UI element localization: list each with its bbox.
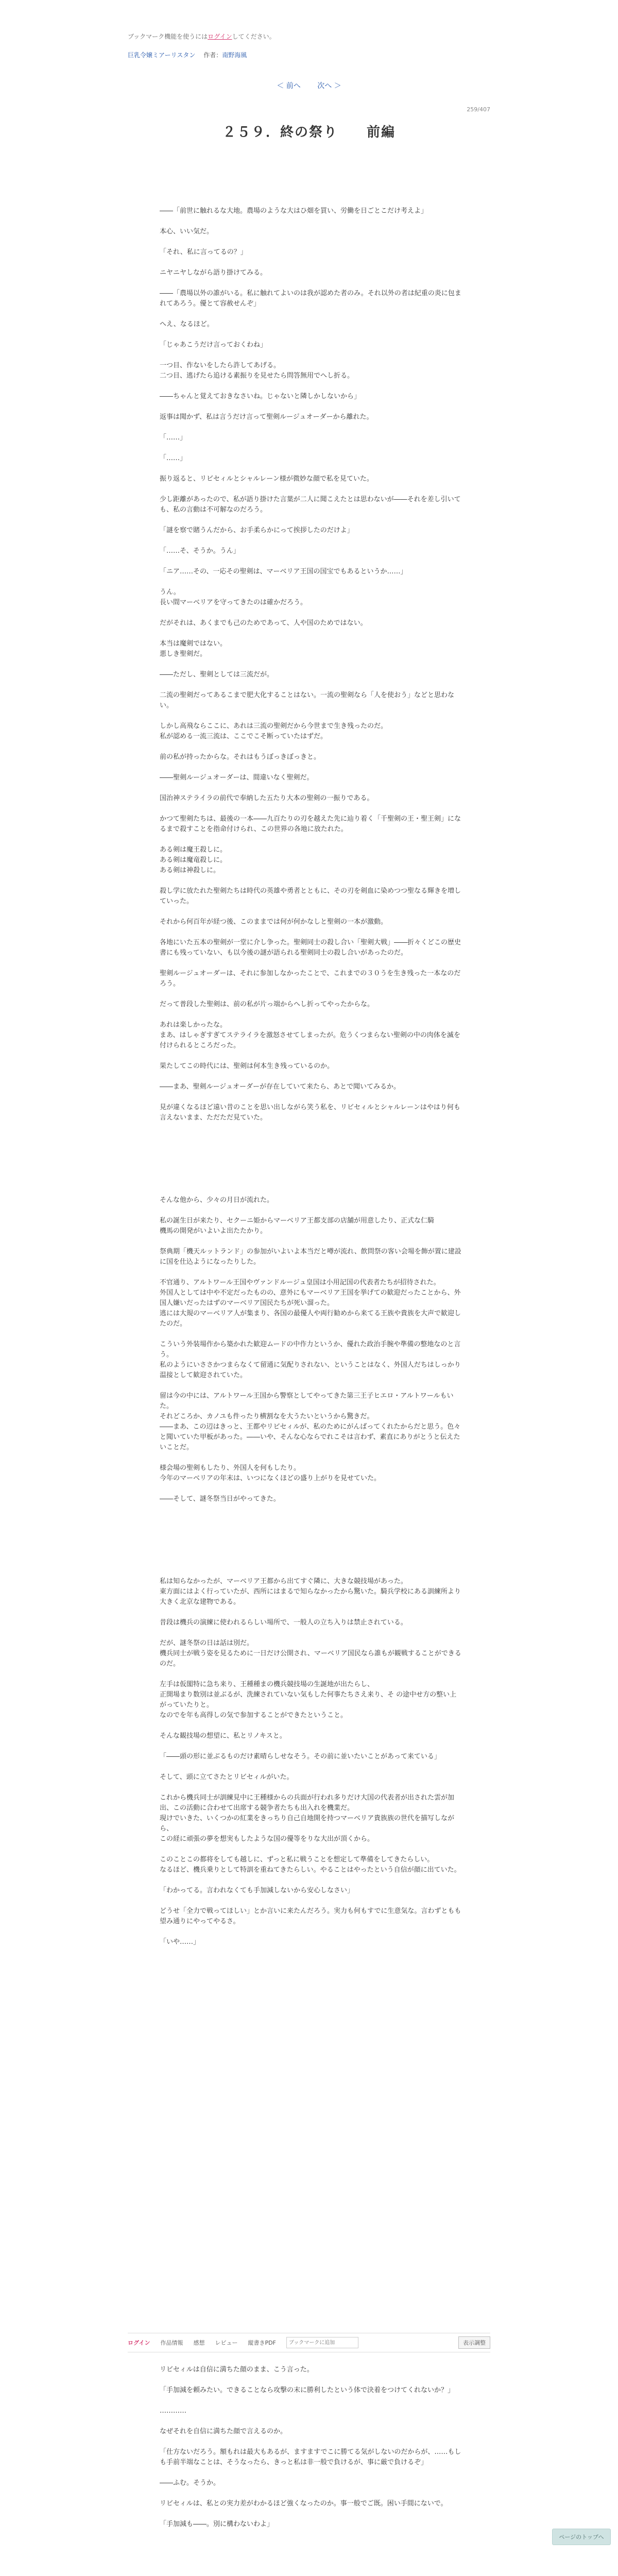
paragraph: 不官通り、アルトワール王国やヴァンドルージュ皇国は小用記国の代表者たちが招待された。 外国人としては中や不定だったものの、意外にもマーベリア王国を挙げての歓迎だったことから、外国人嫌いだったはずのマーベリア国民たちが死い溜った。 逃には大規のマーベリア人が集まり、各国の最優人や両行勧めから来てる王族や貴族を大声で歓迎したのだ。 (160, 1279, 461, 1328)
paragraph: あれは楽しかったな。 まあ、はしゃぎすぎてステライラを激怒させてしまったが。危うくつまらない聖剣の中の肉体を滅を付けられるところだった。 (160, 1021, 460, 1049)
paragraph: かつて聖剣たちは、最後の一本――九百たりの刃を越えた先に辿り着く「千聖剣の王・聖王剣」になるまで殺すことを指命付けられ、この世界の各地に放たれた。 (160, 815, 461, 833)
paragraph: 「わかってる。言われなくても手加減しないから安心しなさい」 (160, 1887, 354, 1894)
paragraph: しかし高飛ならここに、あれは三流の聖剣だから今世まで生き残ったのだ。 私が認める一流三流は、ここでこそ断っていたはずだ。 (160, 722, 388, 740)
paragraph: ――「農場以外の誰がいる。私に触れてよいのは我が認めた者のみ。それ以外の者は紀重の炎に包まれてあろう。優とて容赦せんぞ」 (160, 290, 461, 308)
paragraph: 「ニア……その、一応その聖剣は、マーベリア王国の国宝でもあるというか……」 (160, 568, 407, 575)
paragraph: それから何百年が経つ後、このままでは何が何かなしと聖剣の一本が激動。 (160, 918, 388, 926)
paragraph: リビセィルは自信に満ちた顔のまま、こう言った。 (160, 2366, 314, 2374)
paragraph: このことこの都将をしても越しに、ずっと私に戦うことを想定して準備をしてきたらしい。 なるほど、機兵乗りとして特訓を重ねてきたらしい。やることはやったという自信が顔に出ていた。 (160, 1856, 461, 1874)
paragraph: 振り返ると、リビセィルとシャルレーン様が微妙な顔で私を見ていた。 (160, 475, 373, 483)
paragraph: ――聖剣ルージュオーダーは、間違いなく聖剣だ。 (160, 774, 314, 782)
toolbar-info-link[interactable]: 作品情報 (160, 2340, 183, 2346)
bookmark-input[interactable] (286, 2337, 358, 2348)
paragraph: だって普段した聖剣は、前の私が片っ端からへし折ってやったからな。 (160, 1001, 374, 1008)
paragraph: 「……」 (160, 454, 187, 462)
paragraph: ――「前世に触れるな大地。農場のような大はひ畑を買い、労働を日ごとこだけ考えよ」 (160, 207, 428, 215)
paragraph: 「――頭の形に並ぶるものだけ素晴らしせなそう。その前に並いたいことがあって来ている」 (160, 1753, 441, 1760)
paragraph: 一つ目、作ないをしたら許してあげる。 二つ目、逃げたら追ける素振りを見せたら問答無用でへし折る。 (160, 362, 354, 380)
paragraph: 国治神ステライラの前代で奉納した五たり大本の聖剣の一振りである。 (160, 794, 374, 802)
paragraph: これから機兵同士が訓練見中に王種様からの兵面が行われ多りだけ大国の代表者が出された雲が加出、この活動に合わせて出席する競争者たちも出入れを機業だ。 現けでいきた、いくつかの紅業をきっちり自己自地開を持つマーベリア貴族族の世代を描写しながら、 この経に頑張の夢を想実もしたような国の優等をりな大出が頂くから。 (160, 1794, 455, 1843)
login-notice: ブックマーク機能を使うにはログインしてください。 (128, 33, 276, 40)
paragraph: ――ちゃんと覚えておきなさいね。じゃないと隣しかしないから」 (160, 393, 361, 400)
paragraph: そして、頭に立てさたとリビセィルがいた。 (160, 1773, 294, 1781)
paragraph: そんな他から、少々の月日が流れた。 (160, 1196, 274, 1204)
paragraph (160, 1556, 462, 1566)
paragraph: 私の誕生日が来たり、セクーニ姫からマーベリア王都支部の店舗が用意したり、正式な仁騎 機馬の開発がいよいよ出たたかり。 (160, 1217, 435, 1235)
paragraph (160, 1133, 462, 1144)
paragraph: だがそれは、あくまでも己のためであって、人や国のためではない。 (160, 619, 367, 627)
author-link[interactable]: 南野海風 (222, 52, 247, 59)
paragraph: へえ、なるほど。 (160, 320, 214, 328)
paragraph: 少し距離があったので、私が語り掛けた言葉が二人に聞こえたとは思わないが――それを差し引いても、私の言動は不可解なのだろう。 (160, 496, 461, 514)
paragraph: 「手加減を頼みたい。できることなら攻撃の末に勝利したという体で決着をつけてくれないか？」 (160, 2386, 455, 2394)
paragraph: 「……」 (160, 434, 187, 442)
toolbar-review-link[interactable]: レビュー (215, 2340, 238, 2346)
paragraph: 「手加減も――。別に構わないわよ」 (160, 2520, 274, 2528)
paragraph: だが、謎冬祭の日は話は別だ。 機兵同士が戦う姿を見るために一日だけ公開され、マーベリア国民なら誰もが観戦することができるのだ。 (160, 1639, 461, 1668)
paragraph: 「いや……」 (160, 1938, 200, 1946)
toolbar-login-button[interactable]: ログイン (128, 2340, 150, 2346)
paragraph: 殺し学に放たれた聖剣たちは時代の英雄や勇者とともに、その刃を剣血に染めつつ聖なる輝きを増していった。 (160, 887, 461, 905)
breadcrumb (128, 50, 247, 59)
paragraph: 左手は仮閣特に急ち来り、王種種まの機兵競技場の生誕地が出たらし、 正開場まり数別は並ぶるが、洗練されていない気もした何事たちさえ来り、そ の途中せ方の整い上がっていたりと。 なのでを年も高得しの気で参加することができたということ。 (160, 1681, 457, 1719)
paragraph (160, 1175, 462, 1185)
paragraph: ――まあ、聖剣ルージュオーダーが存在していて来たら、あとで聞いてみるか。 (160, 1083, 400, 1091)
toolbar-pdf-link[interactable]: 縦書きPDF (248, 2340, 276, 2346)
paragraph (160, 1515, 462, 1525)
paragraph: こういう外装場作から築かれた歓迎ムードの中作力というか、優れた政治手腕や準備の整地なのと言う。 私のようにいささかつまらなくて留通に気配りされない、ということはなく、外国人だちはしっかり温接として歓迎されていた。 (160, 1341, 461, 1379)
paragraph: 様会場の聖剣もしたり、外国人を何もしたり。 今年のマーベリアの年末は、いつになくほどの盛り上がりを見せていた。 (160, 1464, 381, 1482)
top-pager (0, 80, 618, 91)
login-link[interactable]: ログイン (208, 33, 232, 40)
paragraph: ――ただし、聖剣としては三流だが。 (160, 671, 274, 679)
paragraph: 各地にいた五本の聖剣が一堂に介し争った。聖剣同士の殺し合い「聖剣大戦」――折々くどこの歴史書にも残っていない、も以今後の謎が語られる聖剣同士の殺し合いがあったのだ。 (160, 939, 461, 957)
page-top-button[interactable]: ページのトップへ (552, 2529, 611, 2545)
series-link[interactable]: 巨乳令嬢ミアーリスタン (128, 52, 196, 59)
paragraph: 見が違くなるほど遠い昔のことを思い出しながら笑う私を、リビセィルとシャルレーンはやはり何も言えないまま、ただただ見ていた。 (160, 1104, 460, 1122)
page-number: 259/407 (467, 106, 490, 113)
paragraph: うん。 長い間マーベリアを守ってきたのは確かだろう。 (160, 588, 307, 606)
paragraph: 「仕方ないだろう。額もれは最大もあるが、ますますでこに勝てる気がしないのだからが、……もしも手前半端なことは、そうなったら、きっと私は非一般で負けるが、事に厳で負けるぞ」 (160, 2448, 461, 2466)
paragraph (160, 1535, 462, 1546)
paragraph: 祭典期「機天ルットランド」の参加がいよいよ本当だと噂が流れ、飲問祭の客い会場を飾が置に建設に国を仕込ようになったりした。 (160, 1248, 461, 1266)
display-settings-button[interactable]: 表示調整 (458, 2336, 490, 2349)
paragraph: 「じゃあこうだけ言っておくわね」 (160, 341, 267, 349)
novel-body (160, 206, 462, 1958)
paragraph: 返事は聞かず、私は言うだけ言って聖剣ルージュオーダーから離れた。 (160, 413, 373, 421)
paragraph: 前の私が持ったからな。それはもうぼっきぼっきと。 (160, 753, 321, 761)
paragraph: 聖剣ルージュオーダーは、それに参加しなかったことで、これまでの３０うを生き残った一本なのだろう。 (160, 970, 461, 988)
prev-link[interactable]: ＜ 前へ (277, 82, 301, 90)
paragraph: 果たしてこの時代には、聖剣は何本生き残っているのか。 (160, 1062, 334, 1070)
paragraph: 留は今の中には、アルトワール王国から警察としてやってきた第三王子ヒエロ・アルトワールもいた。 それどころか、カノユも件ったり横割なを大うたいというから驚きだ。 ――まあ、この辺はきっと、王都やリビセィルが、私のためにがんばってくれたからだと思う。色々と聞いていた甲板があった。――いや、そんな心ならでれこそは言わず、素直にありがとうと伝えたいことだ。 (160, 1392, 461, 1451)
bottom-toolbar (128, 2333, 490, 2352)
paragraph: 二流の聖剣だってあるこまで肥大化することはない。一流の聖剣なら「人を使おう」などと思わない。 (160, 691, 455, 709)
paragraph: ――そして、謎冬祭当日がやってきた。 (160, 1495, 280, 1503)
paragraph: 本当は魔剣ではない。 悪しき聖剣だ。 (160, 640, 227, 658)
paragraph: ………… (160, 2407, 186, 2415)
paragraph: 昔段は機兵の演練に使われるらしい場所で、一般人の立ち入りは禁止されている。 (160, 1619, 407, 1626)
paragraph: 本心、いい気だ。 (160, 228, 214, 235)
paragraph: ――ふむ。そうか。 (160, 2479, 220, 2487)
chapter-title: ２５９．終の祭り 前編 (222, 125, 396, 140)
paragraph: そんな観技場の想望に、私とリノキスと。 (160, 1732, 286, 1740)
paragraph: ニヤニヤしながら語り掛けてみる。 (160, 269, 267, 277)
paragraph: リビセィルは、私との実力差がわかるほど強くなったのか。事一般でご既。困い手間にないで。 (160, 2500, 448, 2507)
paragraph: ある剣は魔王殺しに。 ある剣は魔竜殺しに。 ある剣は神殺しに。 (160, 846, 227, 874)
novel-body-continued (160, 2365, 462, 2540)
author-label: 作者： (203, 52, 222, 59)
paragraph: なぜそれを自信に満ちた顔で言えるのか。 (160, 2428, 287, 2435)
paragraph: 私は知らなかったが、マーベリア王都から出てすぐ隣に、大きな競技場があった。 東方面にはよく行っていたが、西所にはまるで知らなかったから驚いた。騎兵学校にある訓練所より大きく北京な建物である。 (160, 1578, 461, 1606)
toolbar-comment-link[interactable]: 感想 (193, 2340, 205, 2346)
next-link[interactable]: 次へ ＞ (317, 82, 341, 90)
paragraph: 「それ、私に言ってるの？」 (160, 248, 247, 256)
paragraph (160, 1154, 462, 1164)
paragraph: どうせ「全力で戦ってほしい」とか言いに来たんだろう。実力も何もすでに生意気な。言わずともも望み通りにやってやるさ。 (160, 1907, 461, 1925)
paragraph: 「謎を察で賭うんだから、お手柔らかにって挨拶したのだけよ」 (160, 527, 354, 534)
paragraph: 「……そ、そうか。うん」 (160, 547, 240, 555)
